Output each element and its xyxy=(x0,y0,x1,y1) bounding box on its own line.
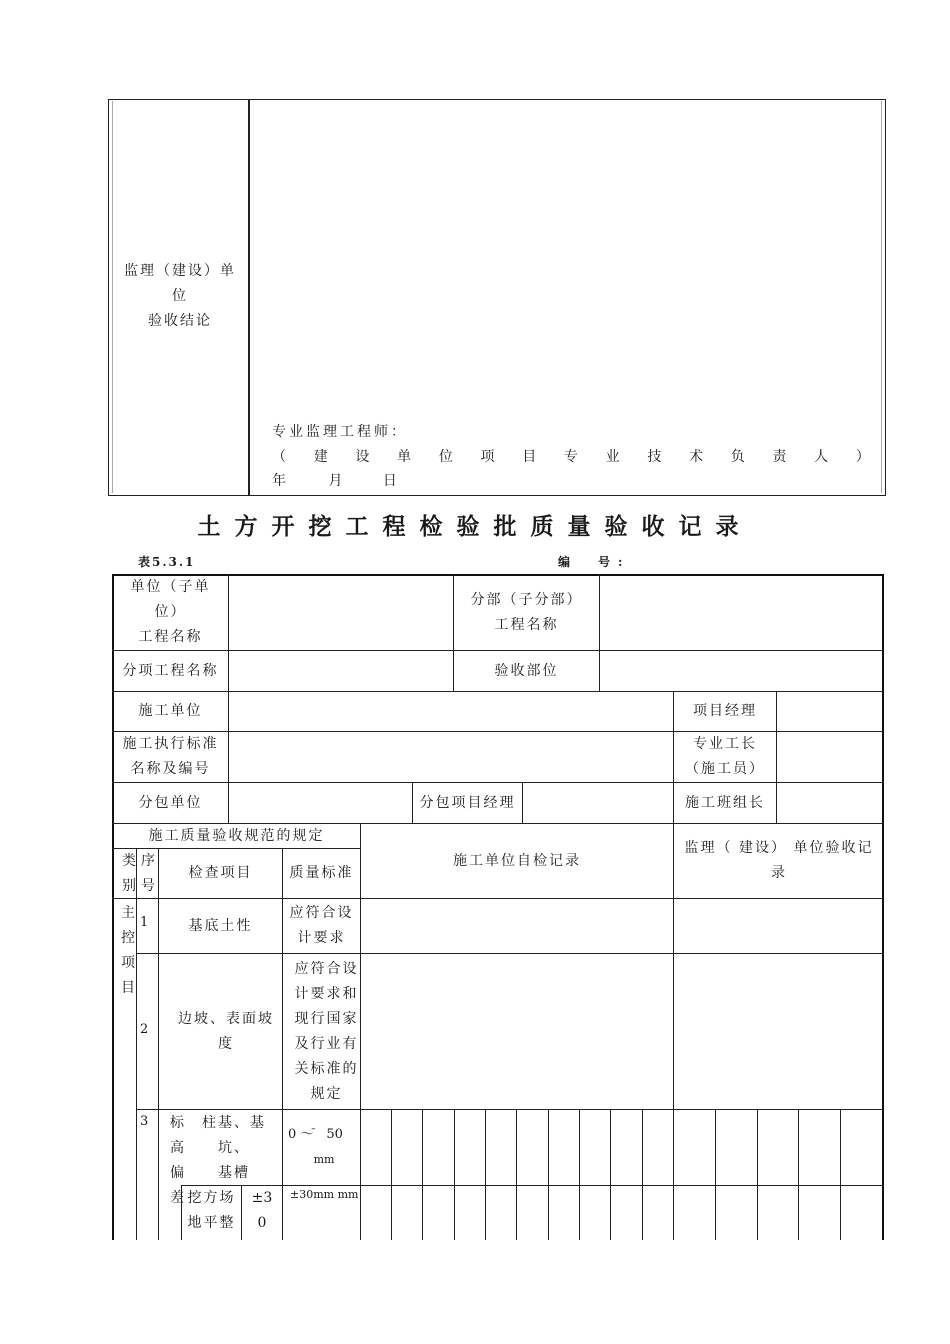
row-line xyxy=(136,1109,883,1110)
project-manager-label: 项目经理 xyxy=(693,703,757,719)
col-line xyxy=(136,848,137,1240)
col-line xyxy=(228,574,229,823)
page-title: 土方开挖工程检验批质量验收记录 xyxy=(197,513,753,540)
grid-line xyxy=(516,1109,517,1240)
grid-line xyxy=(798,1109,799,1240)
item-2-name: 边坡、表面坡 度 xyxy=(178,1010,274,1052)
top-block-border-top xyxy=(108,99,886,100)
foundation-pit-item: 柱基、基 坑、 基槽 xyxy=(202,1115,266,1181)
grid-line xyxy=(642,1109,643,1240)
grid-line xyxy=(422,1109,423,1240)
grid-line xyxy=(548,1109,549,1240)
top-block-border-right xyxy=(885,99,886,495)
date-label: 年 月 日 xyxy=(272,473,397,489)
top-block-border-right-inner xyxy=(881,101,882,493)
top-block-border-bottom xyxy=(108,495,886,496)
item-1-name: 基底土性 xyxy=(188,917,253,934)
grid-line xyxy=(715,1109,716,1240)
top-block-border-left xyxy=(108,99,109,495)
grid-line xyxy=(579,1109,580,1240)
col-line xyxy=(522,782,523,823)
grid-line xyxy=(454,1109,455,1240)
accept-part-label: 验收部位 xyxy=(494,662,559,679)
foundation-pit-standard: 0 ～̄ 50 mm xyxy=(288,1127,343,1166)
foreman-label: 专业工长 （施工员） xyxy=(685,736,765,777)
item-2-standard: 应符合设 计要求和 现行国家 及行业有 关标准的 规定 xyxy=(294,960,359,1102)
item-1-standard: 应符合设 计要求 xyxy=(289,905,354,946)
sub-project-name-label: 分部（子分部） 工程名称 xyxy=(470,591,583,633)
category-header: 类 别 xyxy=(122,853,136,894)
seq-header: 序 号 xyxy=(141,853,155,894)
table-border-right xyxy=(882,574,884,1240)
sub-pm-label: 分包项目经理 xyxy=(419,794,516,811)
supervising-engineer-label: 专业监理工程师： xyxy=(272,424,408,440)
contractor-label: 施工单位 xyxy=(138,703,203,719)
col-line xyxy=(599,574,600,691)
site-leveling-standard: ±30mm mm xyxy=(290,1188,359,1201)
item-1-number: 1 xyxy=(140,915,149,930)
row-line xyxy=(181,1185,883,1186)
self-check-header: 施工单位自检记录 xyxy=(453,852,581,869)
table-number: 表5.3.1 xyxy=(138,555,196,569)
main-control-category: 主 控 项 目 xyxy=(121,905,135,996)
quality-standard-header: 质量标准 xyxy=(289,865,354,881)
item-project-name-label: 分项工程名称 xyxy=(122,662,219,679)
team-leader-label: 施工班组长 xyxy=(685,794,765,811)
elevation-deviation-group: 标 高 偏 差 xyxy=(170,1115,184,1206)
col-line xyxy=(776,691,777,823)
grid-line xyxy=(391,1109,392,1240)
item-2-number: 2 xyxy=(140,1022,149,1037)
unit-project-name-label: 单位（子单 位） 工程名称 xyxy=(130,579,211,645)
supervision-header: 监理（ 建设） 单位验收记 录 xyxy=(684,840,874,881)
grid-line xyxy=(840,1109,841,1240)
item-3-number: 3 xyxy=(140,1114,149,1129)
standard-label: 施工执行标准 名称及编号 xyxy=(122,736,219,777)
subcontractor-label: 分包单位 xyxy=(138,794,203,811)
spec-header: 施工质量验收规范的规定 xyxy=(148,827,325,844)
site-leveling-tolerance: ±3 0 xyxy=(251,1190,273,1231)
serial-number-label: 编 号: xyxy=(558,555,631,569)
grid-line xyxy=(610,1109,611,1240)
col-line xyxy=(673,823,674,1240)
acceptance-conclusion-label: 监理（建设）单 位 验收结论 xyxy=(124,263,236,329)
grid-line xyxy=(757,1109,758,1240)
top-block-divider xyxy=(248,99,250,495)
site-leveling-item: 挖方场 地平整 xyxy=(187,1190,236,1231)
responsible-person-label: （ 建 设 单 位 项 目 专 业 技 术 负 责 人 ） xyxy=(272,449,870,465)
grid-line xyxy=(485,1109,486,1240)
check-item-header: 检查项目 xyxy=(188,865,253,881)
